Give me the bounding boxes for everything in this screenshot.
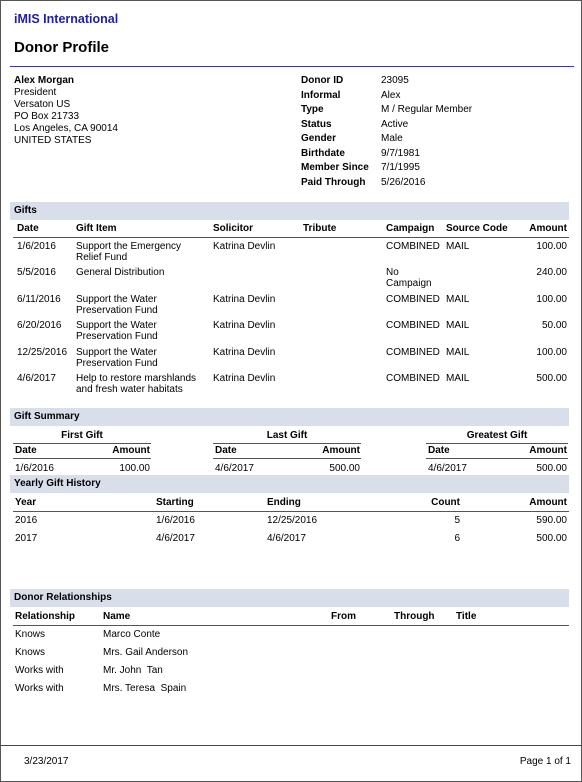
yearly-history-section-header: Yearly Gift History xyxy=(10,475,569,493)
summary-amount: 500.00 xyxy=(536,463,567,474)
gift-date: 4/6/2017 xyxy=(17,373,56,384)
relationship-type: Knows xyxy=(15,647,46,658)
col-header-gift-item: Gift Item xyxy=(76,223,117,234)
gift-item: Support the Water Preservation Fund xyxy=(76,294,158,316)
info-label: Paid Through xyxy=(301,176,366,188)
footer-date: 3/23/2017 xyxy=(24,756,69,767)
info-label: Member Since xyxy=(301,162,369,173)
info-value: M / Regular Member xyxy=(381,104,473,115)
gift-date: 12/25/2016 xyxy=(17,347,68,358)
info-value: 7/1/1995 xyxy=(381,162,420,173)
yearly-header-rule xyxy=(13,511,569,512)
gift-campaign: COMBINED xyxy=(386,320,440,331)
summary-title-rule xyxy=(426,443,568,444)
gift-item: Support the Emergency Relief Fund xyxy=(76,241,182,263)
info-value: 23095 xyxy=(381,75,409,86)
gift-amount: 100.00 xyxy=(536,294,567,305)
summary-amount-label: Amount xyxy=(322,445,360,456)
relationships-header-rule xyxy=(13,625,569,626)
relationship-name: Mrs. Gail Anderson xyxy=(103,647,189,658)
yearly-year: 2016 xyxy=(15,515,38,526)
col-header-solicitor: Solicitor xyxy=(213,223,254,234)
gift-source-code: MAIL xyxy=(446,347,470,358)
gift-solicitor: Katrina Devlin xyxy=(213,294,276,305)
gift-source-code: MAIL xyxy=(446,294,470,305)
col-header-title: Title xyxy=(456,611,477,622)
yearly-amount: 500.00 xyxy=(536,533,567,544)
gift-amount: 100.00 xyxy=(536,241,567,252)
info-row xyxy=(301,75,472,90)
relationship-type: Works with xyxy=(15,665,64,676)
donor-info xyxy=(301,75,472,191)
info-value: Male xyxy=(381,133,403,144)
yearly-count: 5 xyxy=(454,515,460,526)
yearly-ending: 12/25/2016 xyxy=(267,515,318,526)
gift-summary-section-header: Gift Summary xyxy=(10,408,569,426)
col-header-date: Date xyxy=(17,223,39,234)
gift-date: 5/5/2016 xyxy=(17,267,56,278)
info-value: Alex xyxy=(381,89,401,101)
relationship-name: Mrs. Teresa Spain xyxy=(103,683,187,694)
footer-rule xyxy=(1,745,581,746)
info-row xyxy=(301,90,472,105)
relationships-section-header: Donor Relationships xyxy=(10,589,569,607)
col-header-year: Year xyxy=(15,497,37,508)
gift-item: Support the Water Preservation Fund xyxy=(76,347,158,369)
yearly-count: 6 xyxy=(454,533,460,544)
gift-amount: 100.00 xyxy=(536,347,567,358)
col-header-ending: Ending xyxy=(267,497,301,508)
gift-campaign: COMBINED xyxy=(386,347,440,358)
col-header-count: Count xyxy=(431,497,460,508)
yearly-ending: 4/6/2017 xyxy=(267,533,306,544)
gift-source-code: MAIL xyxy=(446,320,470,331)
gift-source-code: MAIL xyxy=(446,373,470,384)
address-line: UNITED STATES xyxy=(14,135,92,146)
info-label: Informal xyxy=(301,89,341,101)
gift-solicitor: Katrina Devlin xyxy=(213,320,276,331)
gift-item: General Distribution xyxy=(76,267,165,278)
col-header-relationship: Relationship xyxy=(15,611,76,622)
footer-page-number: Page 1 of 1 xyxy=(519,756,571,767)
summary-amount: 100.00 xyxy=(119,463,150,474)
yearly-year: 2017 xyxy=(15,533,38,544)
summary-amount: 500.00 xyxy=(329,463,360,474)
col-header-through: Through xyxy=(394,611,435,622)
col-header-tribute: Tribute xyxy=(303,223,337,234)
summary-date-label: Date xyxy=(15,445,37,456)
col-header-starting: Starting xyxy=(156,497,194,508)
gift-item: Support the Water Preservation Fund xyxy=(76,320,158,342)
gift-solicitor: Katrina Devlin xyxy=(213,373,276,384)
gift-date: 6/11/2016 xyxy=(17,294,61,305)
info-row xyxy=(301,148,472,163)
gift-solicitor: Katrina Devlin xyxy=(213,347,276,358)
summary-amount-label: Amount xyxy=(529,445,567,456)
info-row xyxy=(301,119,472,134)
page-title: Donor Profile xyxy=(14,39,110,56)
gift-solicitor: Katrina Devlin xyxy=(213,241,276,252)
address-line: Versaton US xyxy=(14,99,71,110)
gift-campaign: COMBINED xyxy=(386,241,440,252)
col-header-campaign: Campaign xyxy=(386,223,435,234)
summary-title-rule xyxy=(13,443,151,444)
gift-item: Help to restore marshlands and fresh water habitats xyxy=(76,373,197,395)
summary-header-rule xyxy=(213,458,361,459)
summary-date: 1/6/2016 xyxy=(15,463,54,474)
info-label: Donor ID xyxy=(301,75,344,86)
info-label: Status xyxy=(301,118,332,130)
col-header-source-code: Source Code xyxy=(446,223,508,234)
relationship-name: Mr. John Tan xyxy=(103,665,163,676)
gift-date: 6/20/2016 xyxy=(17,320,62,331)
yearly-amount: 590.00 xyxy=(536,515,567,526)
yearly-starting: 4/6/2017 xyxy=(156,533,195,544)
gift-date: 1/6/2016 xyxy=(17,241,56,252)
relationship-type: Works with xyxy=(15,683,64,694)
address-line: President xyxy=(14,87,57,98)
info-row xyxy=(301,162,472,177)
header-rule xyxy=(10,66,574,67)
org-name: iMIS International xyxy=(14,12,119,26)
summary-date-label: Date xyxy=(428,445,450,456)
donor-address xyxy=(14,75,118,147)
relationship-name: Marco Conte xyxy=(103,629,161,640)
gift-campaign: COMBINED xyxy=(386,373,440,384)
col-header-name: Name xyxy=(103,611,131,622)
yearly-starting: 1/6/2016 xyxy=(156,515,195,526)
summary-date: 4/6/2017 xyxy=(215,463,254,474)
address-line: PO Box 21733 xyxy=(14,111,80,122)
address-line: Los Angeles, CA 90014 xyxy=(14,123,118,134)
info-row xyxy=(301,133,472,148)
gift-campaign: COMBINED xyxy=(386,294,440,305)
summary-group-title: First Gift xyxy=(61,430,103,441)
summary-header-rule xyxy=(426,458,568,459)
summary-date: 4/6/2017 xyxy=(428,463,467,474)
summary-amount-label: Amount xyxy=(112,445,150,456)
info-label: Birthdate xyxy=(301,147,345,159)
gifts-header-rule xyxy=(13,237,569,238)
col-header-amount: Amount xyxy=(529,223,567,234)
col-header-amount: Amount xyxy=(529,497,567,508)
info-row xyxy=(301,104,472,119)
info-value: 5/26/2016 xyxy=(381,176,426,188)
summary-group-title: Last Gift xyxy=(266,430,308,441)
summary-date-label: Date xyxy=(215,445,237,456)
info-label: Gender xyxy=(301,133,337,144)
info-label: Type xyxy=(301,104,324,115)
summary-header-rule xyxy=(13,458,151,459)
gift-amount: 500.00 xyxy=(536,373,567,384)
col-header-from: From xyxy=(331,611,356,622)
donor-name: Alex Morgan xyxy=(14,75,75,86)
gift-amount: 240.00 xyxy=(536,267,567,278)
relationship-type: Knows xyxy=(15,629,46,640)
summary-title-rule xyxy=(213,443,361,444)
info-value: 9/7/1981 xyxy=(381,147,420,159)
gift-campaign: No Campaign xyxy=(386,267,432,289)
gifts-section-header: Gifts xyxy=(10,202,569,220)
info-row xyxy=(301,177,472,192)
gift-amount: 50.00 xyxy=(541,320,567,331)
info-value: Active xyxy=(381,118,409,130)
gift-source-code: MAIL xyxy=(446,241,470,252)
summary-group-title: Greatest Gift xyxy=(466,430,528,441)
